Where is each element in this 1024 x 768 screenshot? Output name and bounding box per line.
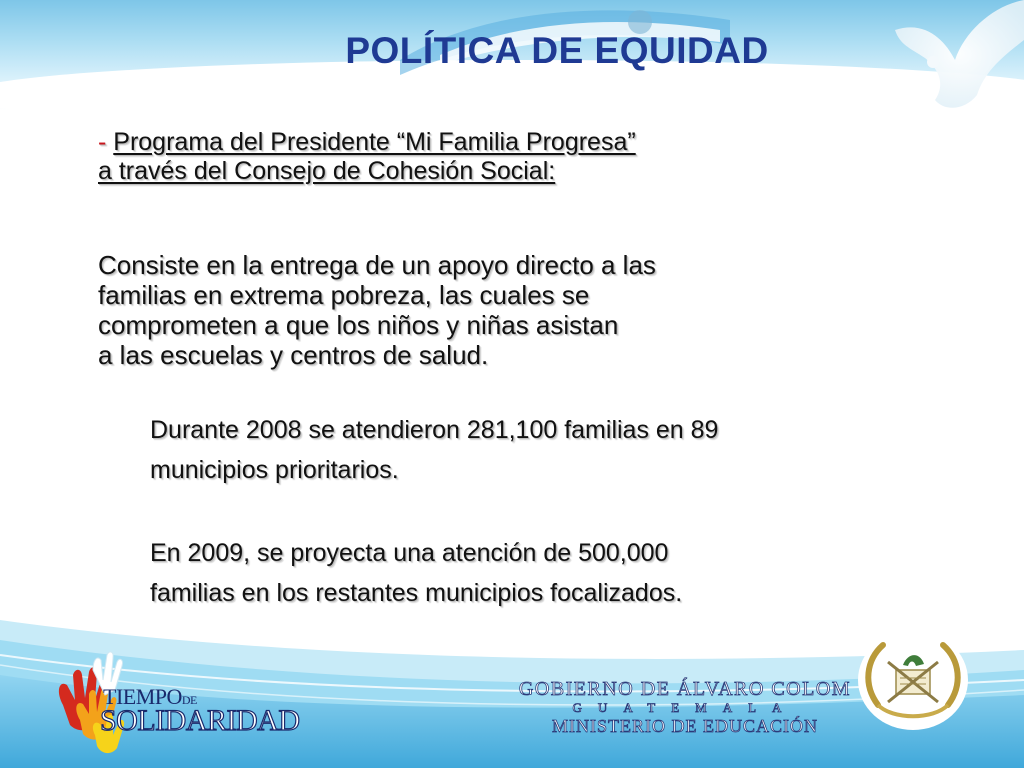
description-line: Consiste en la entrega de un apoyo directo a las — [98, 250, 656, 280]
country-name: GUATEMALA — [572, 700, 798, 715]
description-paragraph — [98, 250, 858, 370]
government-credit — [500, 678, 870, 736]
description-line: comprometen a que los niños y niñas asistan — [98, 310, 619, 340]
coat-of-arms-icon — [858, 630, 968, 730]
logo-word-de: DE — [181, 693, 197, 707]
results-2008-paragraph — [150, 410, 950, 490]
page-title: POLÍTICA DE EQUIDAD — [345, 30, 769, 71]
program-title-line1: Programa del Presidente “Mi Familia Progresa” — [113, 128, 636, 156]
projection-line: En 2009, se proyecta una atención de 500,000 — [150, 539, 669, 567]
results-line: Durante 2008 se atendieron 281,100 familias en 89 — [150, 416, 719, 444]
program-heading — [98, 128, 636, 186]
description-line: familias en extrema pobreza, las cuales se — [98, 280, 590, 310]
ministry-name: MINISTERIO DE EDUCACIÓN — [552, 716, 818, 736]
description-line: a las escuelas y centros de salud. — [98, 340, 489, 370]
results-line: municipios prioritarios. — [150, 456, 399, 484]
government-name: GOBIERNO DE ÁLVARO COLOM — [518, 678, 852, 700]
logo-word-solidaridad: SOLIDARIDAD — [100, 704, 300, 737]
logo-word-tiempo: TIEMPO — [103, 684, 182, 709]
heading-dash: - — [98, 128, 107, 156]
program-title-line2: a través del Consejo de Cohesión Social: — [98, 157, 556, 185]
projection-line: familias en los restantes municipios focalizados. — [150, 579, 683, 607]
